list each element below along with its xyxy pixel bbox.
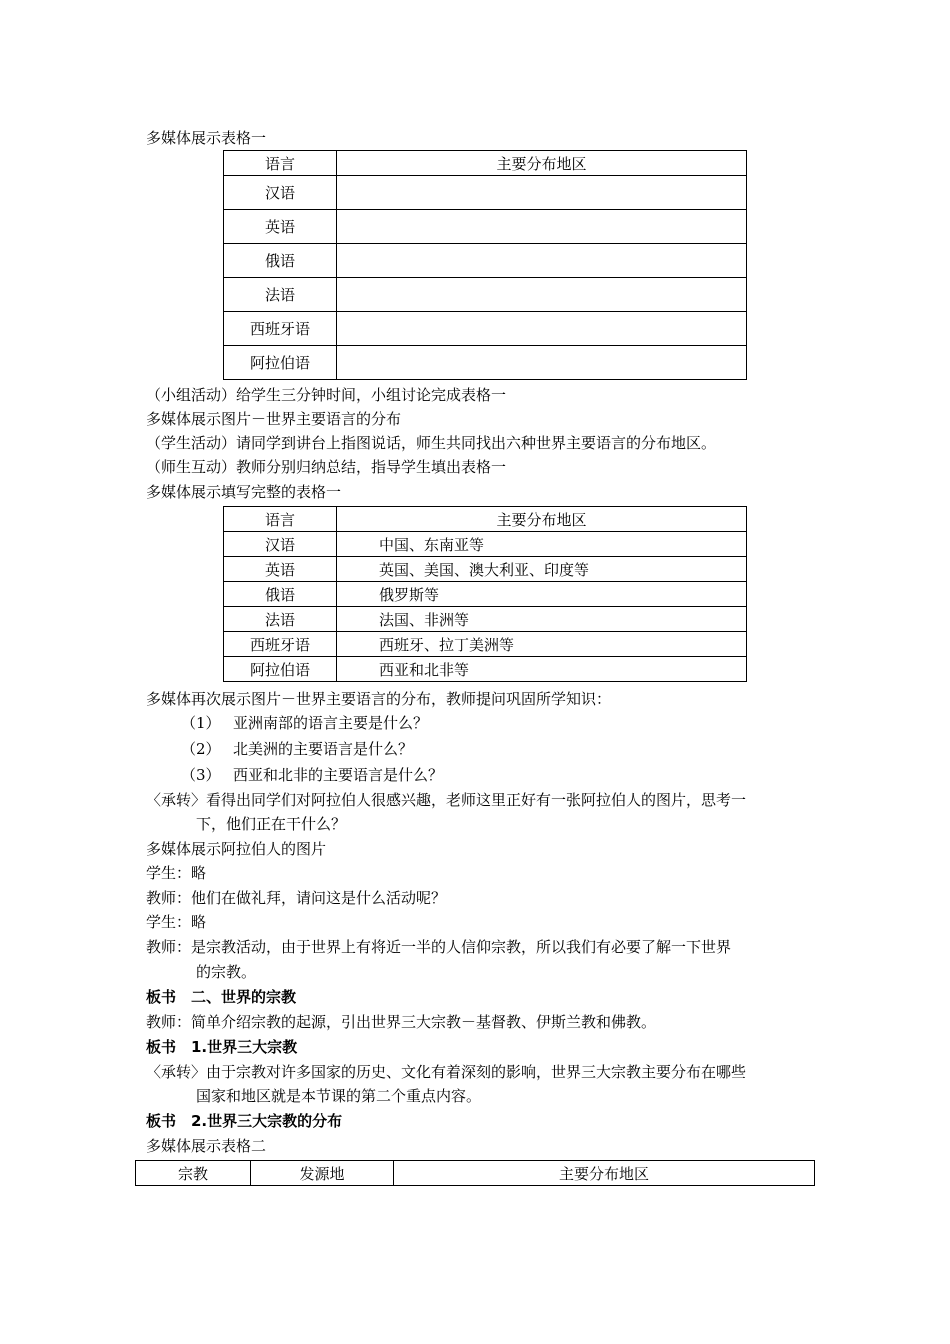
- cell-region: [337, 210, 747, 244]
- cell-language: 英语: [224, 210, 337, 244]
- board-note-religion: 板书 二、世界的宗教: [146, 988, 297, 1006]
- cell-region: [337, 312, 747, 346]
- paragraph-show-map: 多媒体展示图片－世界主要语言的分布: [146, 410, 402, 428]
- cell-language: 西班牙语: [224, 632, 337, 657]
- cell-language: 汉语: [224, 176, 337, 210]
- question-item: [181, 765, 443, 785]
- paragraph-transition-2: 〈承转〉由于宗教对许多国家的历史、文化有着深刻的影响，世界三大宗教主要分布在哪些: [146, 1063, 747, 1081]
- dialog-student: 学生：略: [146, 864, 207, 882]
- dialog-teacher: 教师：简单介绍宗教的起源，引出世界三大宗教－基督教、伊斯兰教和佛教。: [146, 1013, 657, 1031]
- cell-language: 俄语: [224, 582, 337, 607]
- col-header-religion: 宗教: [136, 1161, 251, 1186]
- table-row: [224, 582, 747, 607]
- paragraph-show-map-again: 多媒体再次展示图片－世界主要语言的分布，教师提问巩固所学知识：: [146, 690, 612, 708]
- heading-table-1-complete: 多媒体展示填写完整的表格一: [146, 483, 342, 501]
- table-row: [224, 557, 747, 582]
- cell-region: 俄罗斯等: [337, 582, 747, 607]
- table-row: [224, 532, 747, 557]
- cell-language: 法语: [224, 278, 337, 312]
- cell-region: [337, 176, 747, 210]
- table-1-header-row: [224, 151, 747, 176]
- question-number: （1）: [181, 714, 221, 732]
- cell-region: 英国、美国、澳大利亚、印度等: [337, 557, 747, 582]
- paragraph-show-arab-picture: 多媒体展示阿拉伯人的图片: [146, 840, 327, 858]
- col-header-region: 主要分布地区: [337, 507, 747, 532]
- cell-language: 英语: [224, 557, 337, 582]
- question-item: [181, 739, 413, 759]
- table-row: [224, 632, 747, 657]
- table-row: [224, 278, 747, 312]
- table-row: [224, 346, 747, 380]
- question-number: （3）: [181, 766, 221, 784]
- cell-language: 阿拉伯语: [224, 657, 337, 682]
- table-row: [224, 176, 747, 210]
- cell-language: 西班牙语: [224, 312, 337, 346]
- table-row: [224, 657, 747, 682]
- paragraph-teacher-student: （师生互动）教师分别归纳总结，指导学生填出表格一: [146, 458, 507, 476]
- col-header-region: 主要分布地区: [394, 1161, 815, 1186]
- paragraph-group-activity: （小组活动）给学生三分钟时间，小组讨论完成表格一: [146, 386, 507, 404]
- board-note-distribution: 板书 2.世界三大宗教的分布: [146, 1112, 343, 1130]
- question-text: 亚洲南部的语言主要是什么？: [233, 714, 429, 732]
- paragraph-student-activity: （学生活动）请同学到讲台上指图说话，师生共同找出六种世界主要语言的分布地区。: [146, 434, 717, 452]
- table-header-row: [224, 507, 747, 532]
- col-header-language: 语言: [224, 507, 337, 532]
- heading-table-1: 多媒体展示表格一: [146, 129, 267, 147]
- cell-language: 俄语: [224, 244, 337, 278]
- cell-region: [337, 244, 747, 278]
- question-text: 北美洲的主要语言是什么？: [233, 740, 414, 758]
- cell-region: 西亚和北非等: [337, 657, 747, 682]
- cell-language: 汉语: [224, 532, 337, 557]
- cell-region: 西班牙、拉丁美洲等: [337, 632, 747, 657]
- paragraph-transition-1-cont: 下，他们正在干什么？: [196, 815, 347, 833]
- cell-region: [337, 278, 747, 312]
- col-header-region: 主要分布地区: [337, 151, 747, 176]
- dialog-student: 学生：略: [146, 913, 207, 931]
- question-text: 西亚和北非的主要语言是什么？: [233, 766, 444, 784]
- col-header-origin: 发源地: [251, 1161, 394, 1186]
- cell-language: 阿拉伯语: [224, 346, 337, 380]
- table-row: [224, 607, 747, 632]
- board-note-three-religions: 板书 1.世界三大宗教: [146, 1038, 298, 1056]
- cell-region: 法国、非洲等: [337, 607, 747, 632]
- table-row: [224, 244, 747, 278]
- cell-region: 中国、东南亚等: [337, 532, 747, 557]
- table-2: [135, 1160, 815, 1186]
- dialog-teacher: 教师：是宗教活动，由于世界上有将近一半的人信仰宗教，所以我们有必要了解一下世界: [146, 938, 732, 956]
- col-header-language: 语言: [224, 151, 337, 176]
- dialog-teacher-cont: 的宗教。: [196, 963, 257, 981]
- cell-language: 法语: [224, 607, 337, 632]
- table-row: [224, 210, 747, 244]
- table-1-complete: [223, 506, 747, 682]
- cell-region: [337, 346, 747, 380]
- table-header-row: [136, 1161, 815, 1186]
- dialog-teacher: 教师：他们在做礼拜，请问这是什么活动呢？: [146, 889, 447, 907]
- paragraph-transition-2-cont: 国家和地区就是本节课的第二个重点内容。: [196, 1087, 482, 1105]
- heading-table-2: 多媒体展示表格二: [146, 1137, 267, 1155]
- question-item: [181, 713, 428, 733]
- table-row: [224, 312, 747, 346]
- question-number: （2）: [181, 740, 221, 758]
- paragraph-transition-1: 〈承转〉看得出同学们对阿拉伯人很感兴趣，老师这里正好有一张阿拉伯人的图片，思考一: [146, 791, 747, 809]
- table-1: [223, 150, 747, 380]
